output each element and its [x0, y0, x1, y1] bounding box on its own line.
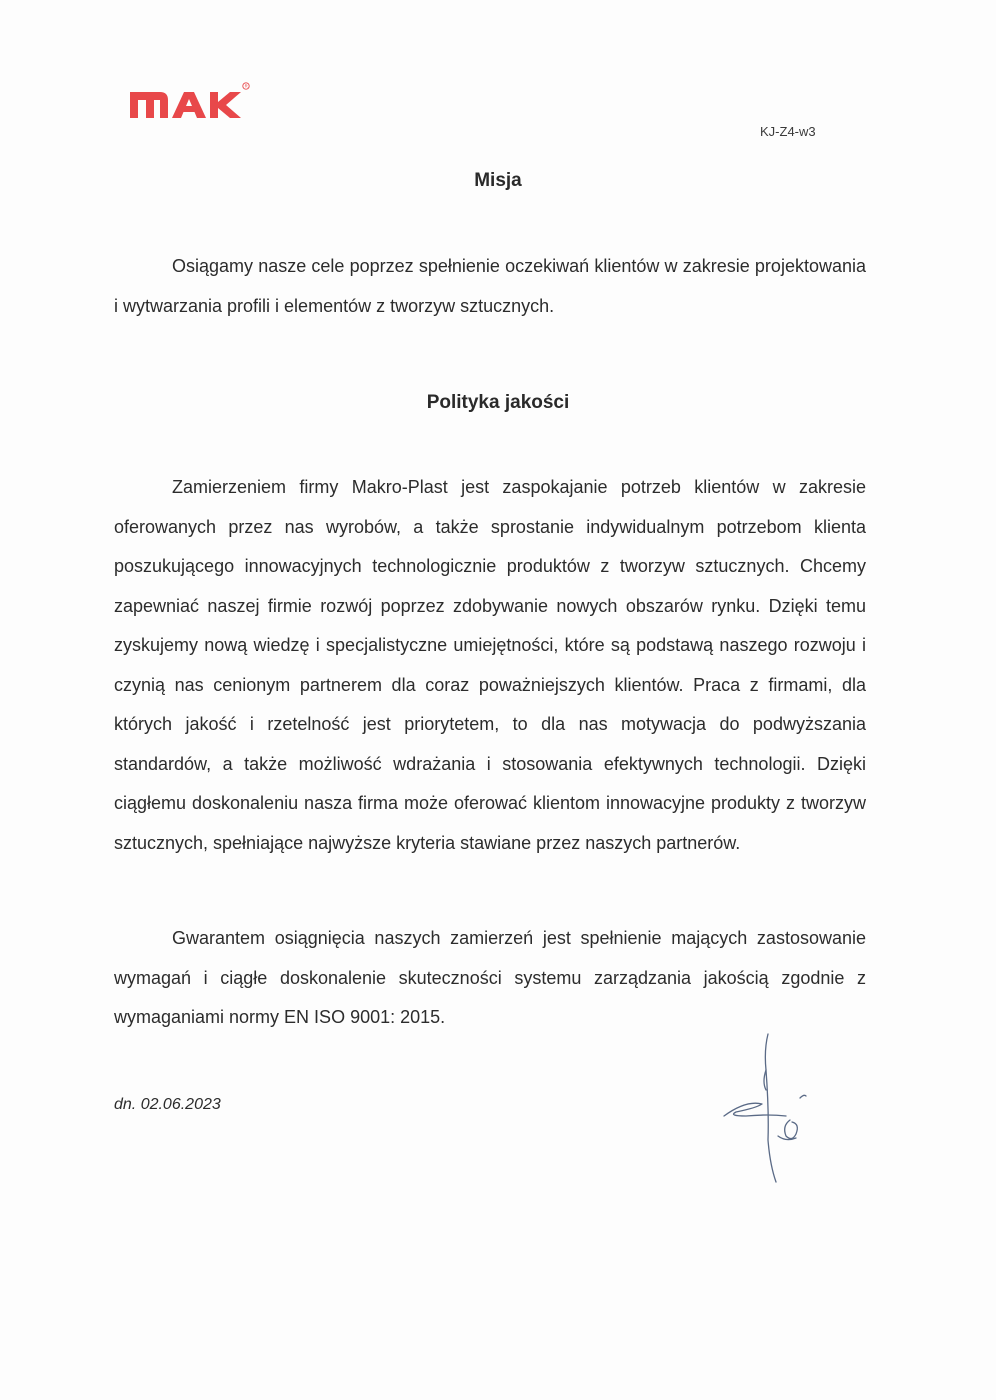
document-date: dn. 02.06.2023 — [114, 1096, 221, 1113]
svg-text:R: R — [244, 83, 248, 89]
mission-title: Misja — [474, 170, 522, 191]
quality-policy-title: Polityka jakości — [426, 392, 570, 413]
quality-policy-paragraph-2 — [114, 919, 866, 1038]
mission-paragraph — [114, 247, 866, 326]
quality-policy-text-2: Gwarantem osiągnięcia naszych zamierzeń jest spełnienie mających zastosowanie wymagań i ciągłe doskonalenie skuteczności systemu zarządzania jakością zgodnie z wymaganiami normy EN ISO 9001: 2015. — [114, 928, 866, 1027]
document-code: KJ-Z4-w3 — [760, 124, 816, 139]
company-logo — [130, 80, 250, 124]
quality-policy-paragraph-1 — [114, 468, 866, 863]
handwritten-signature-icon — [716, 1030, 826, 1190]
mission-text: Osiągamy nasze cele poprzez spełnienie oczekiwań klientów w zakresie projektowania i wytwarzania profili i elementów z tworzyw sztucznych. — [114, 256, 866, 316]
quality-policy-text-1: Zamierzeniem firmy Makro-Plast jest zaspokajanie potrzeb klientów w zakresie oferowanych przez nas wyrobów, a także sprostanie indywidualnym potrzebom klienta poszukującego innowacyjnych technologicznie produktów z tworzyw sztucznych. Chcemy zapewniać naszej firmie rozwój poprzez zdobywanie nowych obszarów rynku. Dzięki temu zyskujemy nową wiedzę i specjalistyczne umiejętności, które są podstawą naszego rozwoju i czynią nas cenionym partnerem dla coraz poważniejszych klientów. Praca z firmami, dla których jakość i rzetelność jest priorytetem, to dla nas motywacja do podwyższania standardów, a także możliwość wdrażania i stosowania efektywnych technologii. Dzięki ciągłemu doskonaleniu nasza firma może oferować klientom innowacyjne produkty z tworzyw sztucznych, spełniające najwyższe kryteria stawiane przez naszych partnerów. — [114, 477, 866, 853]
